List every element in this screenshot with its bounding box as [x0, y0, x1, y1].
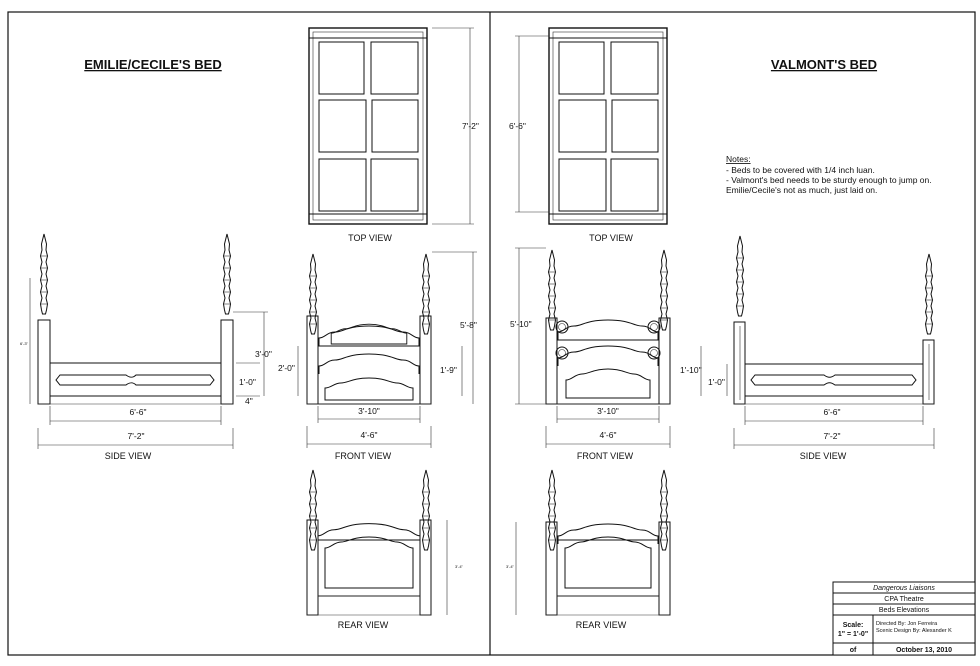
left-front-foot-dim: 1'-9" — [440, 365, 457, 375]
right-side-footboard-dim: 1'-0" — [708, 377, 725, 387]
left-side-inner-dim: 6'-6" — [129, 407, 147, 417]
title-block-show: Dangerous Liaisons — [873, 585, 935, 592]
right-side-view-label: SIDE VIEW — [799, 451, 847, 461]
left-side-overall-dim: 7'-2" — [127, 431, 145, 441]
title-block-of-label: of — [849, 647, 857, 654]
notes-line-3: Emilie/Cecile's not as much, just laid on. — [726, 185, 878, 195]
notes-line-1: - Beds to be covered with 1/4 inch luan. — [726, 165, 875, 175]
title-block-scale-value: 1" = 1'-0" — [837, 631, 869, 638]
left-top-view-label: TOP VIEW — [348, 233, 392, 243]
right-side-overall-dim: 7'-2" — [823, 431, 841, 441]
left-side-view — [38, 234, 233, 404]
notes-line-2: - Valmont's bed needs to be sturdy enough to jump on. — [726, 175, 932, 185]
right-front-inner-dim: 3'-10" — [597, 406, 619, 416]
right-front-foot-dim: 1'-10" — [680, 365, 702, 375]
right-front-height-dim: 5'-10" — [510, 319, 532, 329]
right-front-view — [546, 250, 670, 404]
left-side-post-dim: 6'-3" — [20, 341, 28, 346]
left-front-overall-dim: 4'-6" — [360, 430, 378, 440]
left-front-height-dim: 5'-8" — [460, 320, 477, 330]
title-block-directed-by: Directed By: Jon Ferreira — [876, 621, 938, 627]
left-top-view-dimension — [432, 28, 479, 224]
right-top-view-label: TOP VIEW — [589, 233, 633, 243]
right-rear-height-dim: 3'-4" — [506, 564, 514, 569]
right-side-inner-dim: 6'-6" — [823, 407, 841, 417]
title-block-theatre: CPA Theatre — [884, 596, 924, 603]
title-block-scale-label: Scale: — [842, 622, 864, 629]
left-side-footboard-dim: 1'-0" — [239, 377, 256, 387]
right-rear-view-label: REAR VIEW — [575, 620, 627, 630]
left-side-dims — [38, 312, 272, 449]
left-rear-view — [307, 470, 431, 615]
left-top-view — [309, 28, 427, 224]
title-block-date: October 13, 2010 — [895, 647, 953, 654]
sheet-border — [8, 12, 975, 655]
right-front-dims — [510, 248, 702, 448]
left-side-leg-dim: 4" — [245, 396, 253, 406]
left-top-length-dim: 7'-2" — [462, 121, 479, 131]
right-top-length-dim: 6'-6" — [509, 121, 526, 131]
left-bed-title: EMILIE/CECILE'S BED — [84, 57, 222, 72]
right-bed-title: VALMONT'S BED — [770, 57, 878, 72]
left-front-inner-dim: 3'-10" — [358, 406, 380, 416]
right-front-view-label: FRONT VIEW — [576, 451, 634, 461]
right-rear-view — [546, 470, 670, 615]
left-rear-view-label: REAR VIEW — [337, 620, 389, 630]
left-side-headboard-dim: 3'-0" — [255, 349, 272, 359]
right-top-view-dimension — [509, 36, 549, 212]
notes-block — [726, 154, 932, 195]
right-top-view — [549, 28, 667, 224]
title-block-sheet: Beds Elevations — [878, 607, 930, 614]
left-front-dims — [278, 252, 477, 448]
title-block — [833, 582, 975, 655]
right-side-view — [734, 236, 934, 404]
notes-heading: Notes: — [726, 154, 751, 164]
left-front-head-dim: 2'-0" — [278, 363, 295, 373]
title-block-scenic-by: Scenic Design By: Alexander K — [876, 628, 952, 634]
left-front-view-label: FRONT VIEW — [334, 451, 392, 461]
left-front-view — [307, 254, 431, 404]
right-front-overall-dim: 4'-6" — [599, 430, 617, 440]
left-side-view-label: SIDE VIEW — [104, 451, 152, 461]
right-side-dims — [708, 364, 934, 449]
left-rear-height-dim: 3'-4" — [455, 564, 463, 569]
